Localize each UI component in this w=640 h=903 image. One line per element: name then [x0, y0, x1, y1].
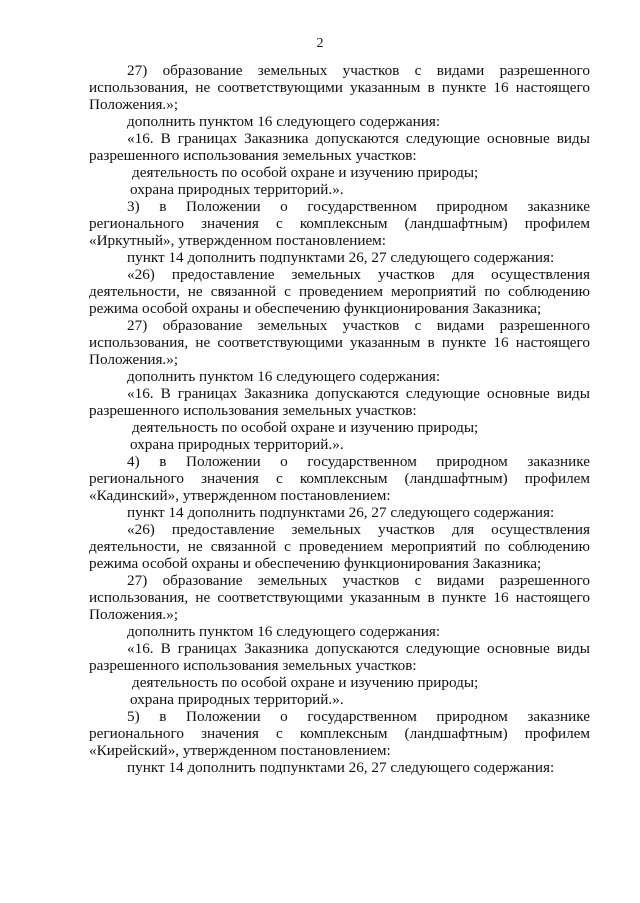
text-line: 27) образование земельных участков с видами разрешенного: [127, 572, 590, 589]
page-number: 2: [316, 36, 324, 51]
text-line: «16. В границах Заказника допускаются следующие основные виды: [127, 385, 590, 402]
text-line: «Кирейский», утвержденном постановлением:: [89, 742, 391, 759]
text-line: регионального значения с комплексным (ландшафтным) профилем: [89, 470, 590, 487]
text-line: использования, не соответствующими указанным в пункте 16 настоящего: [89, 334, 590, 351]
text-line: охрана природных территорий.».: [130, 436, 344, 453]
text-line: дополнить пунктом 16 следующего содержания:: [127, 113, 441, 130]
text-line: дополнить пунктом 16 следующего содержания:: [127, 623, 441, 640]
text-line: 27) образование земельных участков с видами разрешенного: [127, 317, 590, 334]
text-line: 5) в Положении о государственном природном заказнике: [127, 708, 590, 725]
text-line: дополнить пунктом 16 следующего содержания:: [127, 368, 441, 385]
text-line: «26) предоставление земельных участков для осуществления: [127, 266, 590, 283]
text-line: регионального значения с комплексным (ландшафтным) профилем: [89, 215, 590, 232]
text-line: Положения.»;: [89, 96, 179, 113]
text-line: деятельности, не связанной с проведением мероприятий по соблюдению: [89, 283, 590, 300]
text-line: 27) образование земельных участков с видами разрешенного: [127, 62, 590, 79]
text-line: «26) предоставление земельных участков для осуществления: [127, 521, 590, 538]
text-line: 4) в Положении о государственном природном заказнике: [127, 453, 590, 470]
text-line: разрешенного использования земельных участков:: [89, 402, 417, 419]
text-line: деятельность по особой охране и изучению природы;: [132, 419, 479, 436]
text-line: деятельности, не связанной с проведением мероприятий по соблюдению: [89, 538, 590, 555]
text-line: пункт 14 дополнить подпунктами 26, 27 следующего содержания:: [127, 504, 555, 521]
text-line: 3) в Положении о государственном природном заказнике: [127, 198, 590, 215]
text-line: использования, не соответствующими указанным в пункте 16 настоящего: [89, 589, 590, 606]
document-body: [89, 62, 590, 776]
text-line: пункт 14 дополнить подпунктами 26, 27 следующего содержания:: [127, 759, 555, 776]
text-line: разрешенного использования земельных участков:: [89, 147, 417, 164]
text-line: режима особой охраны и обеспечению функционирования Заказника;: [89, 300, 542, 317]
text-line: деятельность по особой охране и изучению природы;: [132, 164, 479, 181]
text-line: использования, не соответствующими указанным в пункте 16 настоящего: [89, 79, 590, 96]
text-line: «Кадинский», утвержденном постановлением:: [89, 487, 391, 504]
text-line: пункт 14 дополнить подпунктами 26, 27 следующего содержания:: [127, 249, 555, 266]
text-line: охрана природных территорий.».: [130, 691, 344, 708]
text-line: «Иркутный», утвержденном постановлением:: [89, 232, 387, 249]
text-line: охрана природных территорий.».: [130, 181, 344, 198]
text-line: «16. В границах Заказника допускаются следующие основные виды: [127, 640, 590, 657]
text-line: «16. В границах Заказника допускаются следующие основные виды: [127, 130, 590, 147]
text-line: регионального значения с комплексным (ландшафтным) профилем: [89, 725, 590, 742]
text-line: режима особой охраны и обеспечению функционирования Заказника;: [89, 555, 542, 572]
text-line: разрешенного использования земельных участков:: [89, 657, 417, 674]
text-line: деятельность по особой охране и изучению природы;: [132, 674, 479, 691]
text-line: Положения.»;: [89, 606, 179, 623]
text-line: Положения.»;: [89, 351, 179, 368]
